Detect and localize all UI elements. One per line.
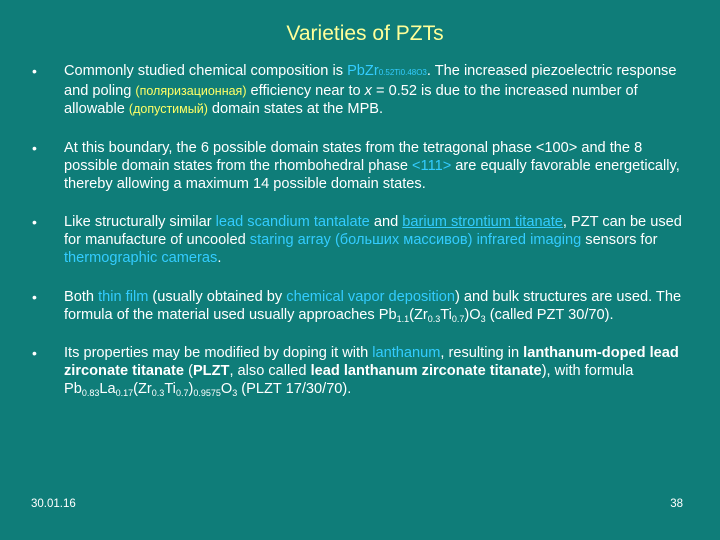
link-lead-scandium-tantalate[interactable]: lead scandium tantalate: [215, 214, 370, 230]
formula-main: PbZr: [347, 63, 379, 79]
variable-x: x: [364, 83, 372, 99]
text: (: [184, 363, 193, 379]
russian-note: (допустимый): [128, 102, 208, 116]
formula-part: )O: [464, 306, 481, 323]
text: , resulting in: [440, 345, 524, 361]
formula-sub: 1.1: [396, 313, 410, 324]
formula-part: (Zr: [409, 306, 428, 323]
text: Its properties may be modified by doping it with: [64, 345, 373, 361]
text: ), with formula: [541, 363, 634, 379]
formula-part: Pb: [64, 381, 82, 397]
text: (usually obtained by: [148, 288, 287, 305]
text: , also called: [229, 363, 311, 379]
bullet-2: [32, 139, 682, 193]
text: Like structurally similar: [64, 214, 216, 230]
formula-sub: 0.3: [151, 388, 165, 398]
formula-part: Ti: [164, 381, 176, 397]
text: (called PZT 30/70).: [485, 306, 614, 323]
formula-sub: 0.7: [451, 313, 465, 324]
formula-sub: 0.17: [115, 388, 134, 398]
page-number: 38: [670, 498, 683, 510]
formula-sub: 0.9575: [193, 388, 221, 398]
text: Commonly studied chemical composition is: [64, 63, 348, 79]
text: Both: [64, 288, 99, 305]
formula-part: La: [99, 381, 116, 397]
formula-sub: 3: [480, 313, 486, 324]
formula-sub: 0.3: [427, 313, 441, 324]
footer-date: 30.01.16: [31, 498, 76, 510]
text: (PLZT 17/30/70).: [237, 381, 352, 397]
formula-sub: 0.83: [81, 388, 100, 398]
formula-link[interactable]: [347, 63, 427, 79]
formula-sub: 0.52Ti0.48O3: [378, 68, 427, 77]
formula-part: (Zr: [133, 381, 152, 397]
formula-part: ): [188, 381, 194, 397]
text: = 0.52 is due to the increased number of allowable: [64, 83, 638, 117]
link-thin-film[interactable]: thin film: [98, 288, 149, 305]
link-lanthanum[interactable]: lanthanum: [372, 345, 441, 361]
bullet-4: [32, 288, 682, 324]
bullet-5: [32, 344, 682, 398]
bullet-list: [32, 62, 682, 419]
text: sensors for: [581, 232, 658, 248]
formula-part: Pb: [378, 306, 397, 323]
formula-part: O: [220, 381, 233, 397]
bold-term: lanthanum-doped lead zirconate titanate: [64, 345, 679, 379]
text: , PZT can be used for manufacture of uncooled: [64, 214, 682, 248]
bullet-3: [32, 213, 682, 267]
formula-pzt: [379, 307, 486, 323]
text: ) and bulk structures are used. The formula of the material used usually approaches: [64, 288, 682, 323]
bold-term: lead lanthanum zirconate titanate: [310, 363, 542, 379]
text: At this boundary, the 6 possible domain states from the tetragonal phase <100> and the 8 possible domain states from the rhombohedral phase: [64, 139, 643, 174]
formula-sub: 0.7: [175, 388, 189, 398]
bold-term: PLZT: [192, 363, 230, 379]
slide-title: Varieties of PZTs: [286, 22, 444, 45]
link-staring-array[interactable]: staring array (больших массивов): [249, 232, 473, 248]
text: efficiency near to: [246, 83, 365, 99]
formula-sub: 3: [232, 388, 238, 398]
formula-part: Ti: [440, 306, 452, 323]
text: . The increased piezoelectric response and poling: [64, 63, 677, 99]
link-barium-strontium-titanate[interactable]: barium strontium titanate: [402, 214, 563, 230]
link-111[interactable]: <111>: [412, 157, 452, 174]
russian-note: (поляризационная): [135, 84, 247, 98]
formula-plzt: [64, 381, 237, 397]
link-thermographic-cameras[interactable]: thermographic cameras: [64, 250, 218, 266]
link-infrared-imaging[interactable]: infrared imaging: [476, 232, 582, 248]
text: .: [217, 250, 222, 266]
bullet-1: [32, 62, 682, 118]
link-chemical-vapor-deposition[interactable]: chemical vapor deposition: [286, 288, 456, 305]
text: domain states at the MPB.: [207, 101, 384, 117]
text: and: [369, 214, 403, 230]
text: are equally favorable energetically, thereby allowing a maximum 14 possible domain states.: [64, 157, 680, 192]
